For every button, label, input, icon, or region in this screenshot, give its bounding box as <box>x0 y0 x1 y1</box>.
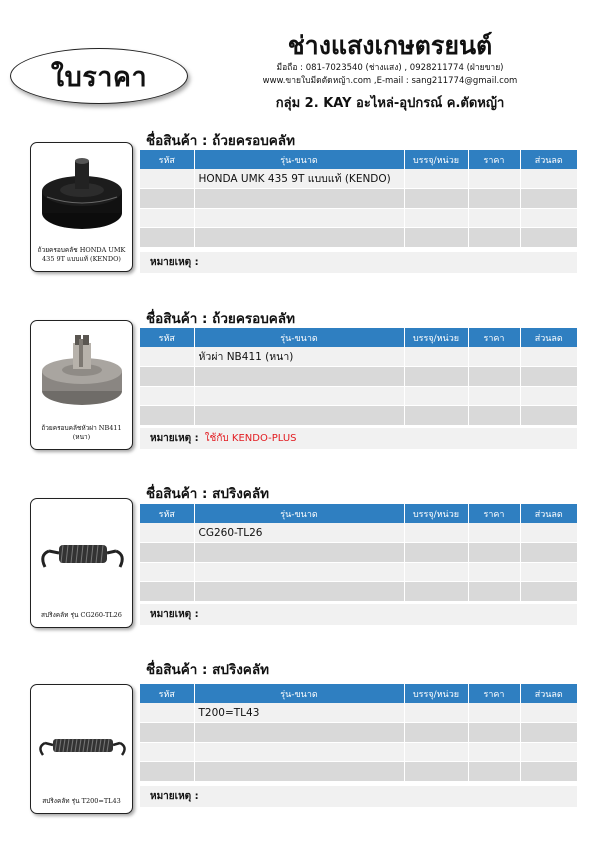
remark-row <box>140 252 577 273</box>
cell-price <box>468 582 520 602</box>
cell-code <box>140 562 194 582</box>
table-row <box>140 386 577 406</box>
col-model-header: รุ่น-ขนาด <box>194 150 404 169</box>
cell-code <box>140 543 194 563</box>
cell-price <box>468 189 520 209</box>
remark-row <box>140 428 577 449</box>
remark-row <box>140 786 577 807</box>
col-code-header: รหัส <box>140 684 194 703</box>
cell-pack <box>404 543 468 563</box>
cell-code <box>140 703 194 723</box>
cell-pack <box>404 562 468 582</box>
product-caption: สปริงคลัท รุ่น T200=TL43 <box>42 797 121 806</box>
cell-model <box>194 543 404 563</box>
cell-model: HONDA UMK 435 9T แบบแท้ (KENDO) <box>194 169 404 189</box>
table-row <box>140 228 577 248</box>
product-image-frame <box>30 498 133 628</box>
cell-discount <box>520 543 577 563</box>
cell-price <box>468 347 520 367</box>
cell-discount <box>520 189 577 209</box>
cell-pack <box>404 406 468 426</box>
clutch-drum-silver-icon <box>35 329 130 419</box>
cell-code <box>140 386 194 406</box>
cell-price <box>468 386 520 406</box>
cell-discount <box>520 562 577 582</box>
cell-code <box>140 347 194 367</box>
remark-label: หมายเหตุ : <box>150 433 199 444</box>
cell-price <box>468 169 520 189</box>
price-table <box>140 504 577 602</box>
col-pack-header: บรรจุ/หน่วย <box>404 504 468 523</box>
cell-pack <box>404 582 468 602</box>
product-name: ชื่อสินค้า : สปริงคลัท <box>146 486 270 502</box>
table-row <box>140 723 577 743</box>
cell-code <box>140 228 194 248</box>
col-price-header: ราคา <box>468 684 520 703</box>
col-price-header: ราคา <box>468 504 520 523</box>
table-row <box>140 189 577 209</box>
cell-discount <box>520 703 577 723</box>
cell-model: CG260-TL26 <box>194 523 404 543</box>
price-table <box>140 328 577 426</box>
price-list-badge <box>10 48 188 104</box>
price-table <box>140 684 577 782</box>
cell-pack <box>404 189 468 209</box>
table-row <box>140 208 577 228</box>
cell-code <box>140 367 194 387</box>
cell-price <box>468 543 520 563</box>
cell-pack <box>404 723 468 743</box>
col-model-header: รุ่น-ขนาด <box>194 328 404 347</box>
table-row <box>140 169 577 189</box>
cell-code <box>140 523 194 543</box>
cell-pack <box>404 762 468 782</box>
cell-model <box>194 208 404 228</box>
cell-discount <box>520 582 577 602</box>
product-group-title: กลุ่ม 2. KAY อะไหล่-อุปกรณ์ ค.ตัดหญ้า <box>275 96 505 111</box>
col-discount-header: ส่วนลด <box>520 684 577 703</box>
cell-discount <box>520 367 577 387</box>
col-price-header: ราคา <box>468 150 520 169</box>
cell-code <box>140 762 194 782</box>
price-table <box>140 150 577 248</box>
cell-discount <box>520 523 577 543</box>
cell-code <box>140 582 194 602</box>
cell-pack <box>404 703 468 723</box>
cell-price <box>468 742 520 762</box>
cell-discount <box>520 169 577 189</box>
shop-web-email: www.ขายใบมีดตัดหญ้า.com ,E-mail : sang211774@gmail.com <box>262 76 518 86</box>
col-code-header: รหัส <box>140 504 194 523</box>
cell-price <box>468 523 520 543</box>
cell-code <box>140 189 194 209</box>
table-row <box>140 406 577 426</box>
cell-model: T200=TL43 <box>194 703 404 723</box>
cell-model <box>194 562 404 582</box>
col-discount-header: ส่วนลด <box>520 504 577 523</box>
table-row <box>140 523 577 543</box>
cell-model <box>194 406 404 426</box>
cell-model <box>194 189 404 209</box>
col-code-header: รหัส <box>140 150 194 169</box>
cell-discount <box>520 762 577 782</box>
cell-price <box>468 762 520 782</box>
col-price-header: ราคา <box>468 328 520 347</box>
cell-pack <box>404 169 468 189</box>
cell-model <box>194 582 404 602</box>
col-pack-header: บรรจุ/หน่วย <box>404 150 468 169</box>
product-name: ชื่อสินค้า : สปริงคลัท <box>146 662 270 678</box>
cell-model <box>194 742 404 762</box>
table-row <box>140 367 577 387</box>
cell-pack <box>404 386 468 406</box>
product-caption: ถ้วยครอบคลัช HONDA UMK 435 9T แบบแท้ (KENDO) <box>37 245 126 264</box>
clutch-drum-black-icon <box>35 151 130 241</box>
cell-discount <box>520 406 577 426</box>
col-model-header: รุ่น-ขนาด <box>194 504 404 523</box>
product-caption: สปริงคลัท รุ่น CG260-TL26 <box>41 611 122 620</box>
cell-model <box>194 762 404 782</box>
cell-code <box>140 208 194 228</box>
clutch-spring-icon <box>35 507 130 597</box>
col-discount-header: ส่วนลด <box>520 328 577 347</box>
col-code-header: รหัส <box>140 328 194 347</box>
table-row <box>140 347 577 367</box>
cell-pack <box>404 367 468 387</box>
cell-discount <box>520 228 577 248</box>
cell-code <box>140 723 194 743</box>
product-name: ชื่อสินค้า : ถ้วยครอบคลัท <box>146 133 295 149</box>
remark-value: ใช้กับ KENDO-PLUS <box>204 433 297 444</box>
cell-price <box>468 562 520 582</box>
col-model-header: รุ่น-ขนาด <box>194 684 404 703</box>
cell-discount <box>520 386 577 406</box>
table-row <box>140 582 577 602</box>
cell-model <box>194 228 404 248</box>
cell-pack <box>404 523 468 543</box>
product-caption: ถ้วยครอบคลัชหัวผ่า NB411 (หนา) <box>41 423 122 442</box>
product-image-frame <box>30 320 133 450</box>
cell-pack <box>404 228 468 248</box>
cell-code <box>140 406 194 426</box>
price-list-title: ใบราคา <box>50 61 148 93</box>
cell-model <box>194 367 404 387</box>
cell-discount <box>520 742 577 762</box>
cell-price <box>468 703 520 723</box>
col-pack-header: บรรจุ/หน่วย <box>404 684 468 703</box>
cell-code <box>140 169 194 189</box>
cell-pack <box>404 742 468 762</box>
shop-name: ช่างแสงเกษตรยนต์ <box>287 31 493 60</box>
cell-model <box>194 723 404 743</box>
col-pack-header: บรรจุ/หน่วย <box>404 328 468 347</box>
cell-pack <box>404 208 468 228</box>
table-row <box>140 543 577 563</box>
product-image-frame <box>30 684 133 814</box>
cell-price <box>468 367 520 387</box>
cell-model <box>194 386 404 406</box>
remark-row <box>140 604 577 625</box>
table-row <box>140 742 577 762</box>
product-name: ชื่อสินค้า : ถ้วยครอบคลัท <box>146 311 295 327</box>
cell-discount <box>520 208 577 228</box>
table-row <box>140 562 577 582</box>
remark-label: หมายเหตุ : <box>150 257 199 268</box>
table-row <box>140 703 577 723</box>
remark-label: หมายเหตุ : <box>150 609 199 620</box>
cell-price <box>468 208 520 228</box>
remark-label: หมายเหตุ : <box>150 791 199 802</box>
table-row <box>140 762 577 782</box>
cell-discount <box>520 723 577 743</box>
clutch-spring-icon <box>35 693 130 783</box>
cell-code <box>140 742 194 762</box>
cell-model: หัวผ่า NB411 (หนา) <box>194 347 404 367</box>
col-discount-header: ส่วนลด <box>520 150 577 169</box>
product-image-frame <box>30 142 133 272</box>
cell-price <box>468 406 520 426</box>
cell-price <box>468 228 520 248</box>
cell-price <box>468 723 520 743</box>
shop-phone: มือถือ : 081-7023540 (ช่างแสง) , 0928211774 (ฝ่ายขาย) <box>276 63 504 73</box>
cell-pack <box>404 347 468 367</box>
cell-discount <box>520 347 577 367</box>
